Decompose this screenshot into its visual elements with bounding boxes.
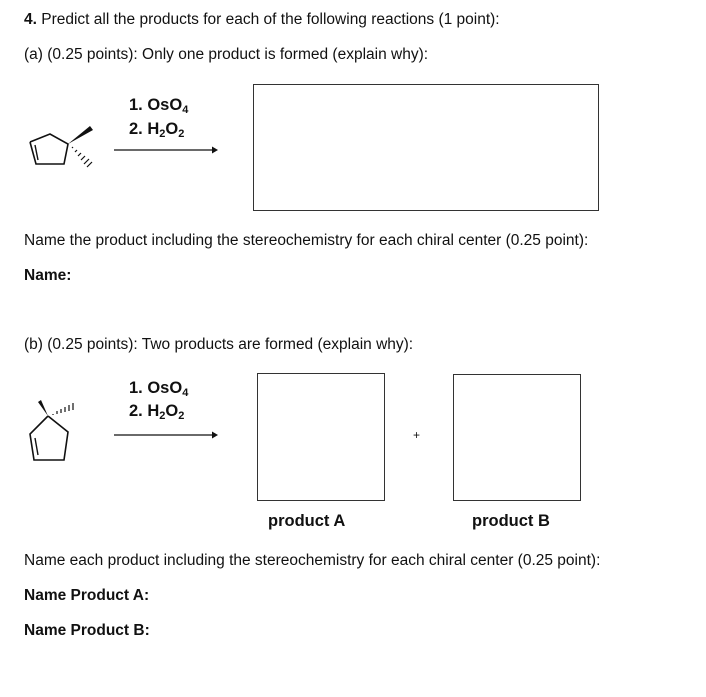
part-a-reactant-structure <box>22 120 102 180</box>
part-b-reaction-arrow <box>114 430 224 440</box>
part-b-reactant-structure <box>22 398 102 468</box>
part-a-reagent-2: 2. $H_2O_2$ <box>129 120 185 140</box>
part-a-name-label: Name: <box>24 267 72 284</box>
part-a-product-box[interactable] <box>253 84 599 211</box>
product-a-box[interactable] <box>257 373 385 501</box>
question-title: Predict all the products for each of the following reactions (1 point): <box>41 11 500 28</box>
part-a-reagent-1: 1. OsO$_4$ <box>129 96 189 116</box>
part-b-name-prompt: Name each product including the stereochemistry for each chiral center (0.25 point): <box>24 552 601 569</box>
part-a-heading: (a) (0.25 points): Only one product is formed (explain why): <box>24 46 429 63</box>
part-b-heading: (b) (0.25 points): Two products are formed (explain why): <box>24 336 414 353</box>
product-b-box[interactable] <box>453 374 581 501</box>
plus-sign: + <box>413 428 421 442</box>
product-a-label: product A <box>268 512 346 530</box>
question-heading <box>24 11 500 29</box>
name-product-a-label: Name Product A: <box>24 587 150 604</box>
part-b-reagent-1: 1. OsO$_4$ <box>129 379 189 399</box>
question-number: 4. <box>24 11 37 28</box>
part-b-reagent-2: 2. $H_2O_2$ <box>129 402 185 422</box>
part-a-name-prompt: Name the product including the stereochemistry for each chiral center (0.25 point): <box>24 232 589 249</box>
product-b-label: product B <box>472 512 550 530</box>
name-product-b-label: Name Product B: <box>24 622 150 639</box>
part-a-reaction-arrow <box>114 145 224 155</box>
